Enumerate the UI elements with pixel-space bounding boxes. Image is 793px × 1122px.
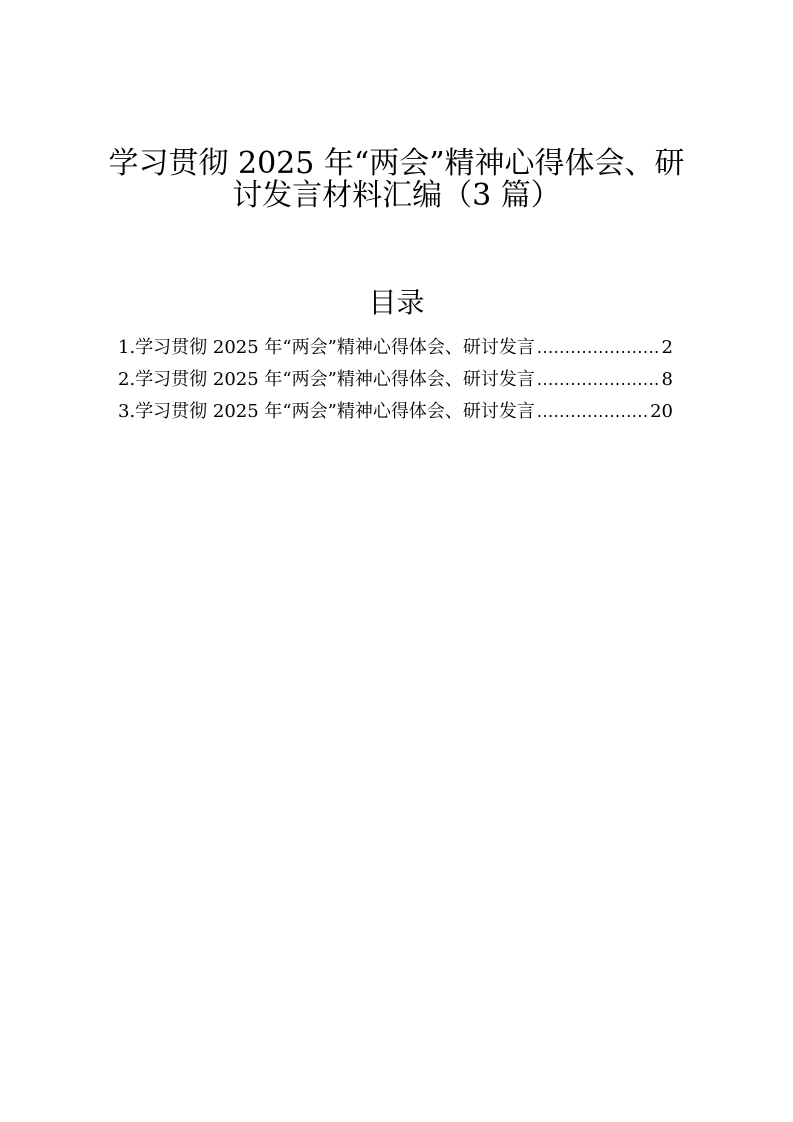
toc-entry-title: 1.学习贯彻 2025 年“两会”精神心得体会、研讨发言 [118,337,535,358]
document-title-line-2 [80,176,713,216]
toc-heading: 目录 [368,286,425,319]
document-title-line-1: 学习贯彻 2025 年“两会”精神心得体会、研 [108,146,685,181]
document-title-line-2-text: 讨发言材料汇编（3 篇） [232,178,561,213]
toc-entry-title: 3.学习贯彻 2025 年“两会”精神心得体会、研讨发言 [118,401,535,422]
toc-entry-3[interactable] [118,399,673,431]
toc-entry-title: 2.学习贯彻 2025 年“两会”精神心得体会、研讨发言 [118,369,535,390]
toc-entry-page-number: 2 [661,337,673,358]
table-of-contents [118,335,673,431]
toc-dot-leader [537,399,648,425]
toc-dot-leader [537,335,660,361]
toc-entry-page-number: 20 [650,401,673,422]
toc-entry-2[interactable] [118,367,673,399]
toc-entry-page-number: 8 [661,369,673,390]
toc-entry-1[interactable] [118,335,673,367]
toc-dot-leader [537,367,660,393]
